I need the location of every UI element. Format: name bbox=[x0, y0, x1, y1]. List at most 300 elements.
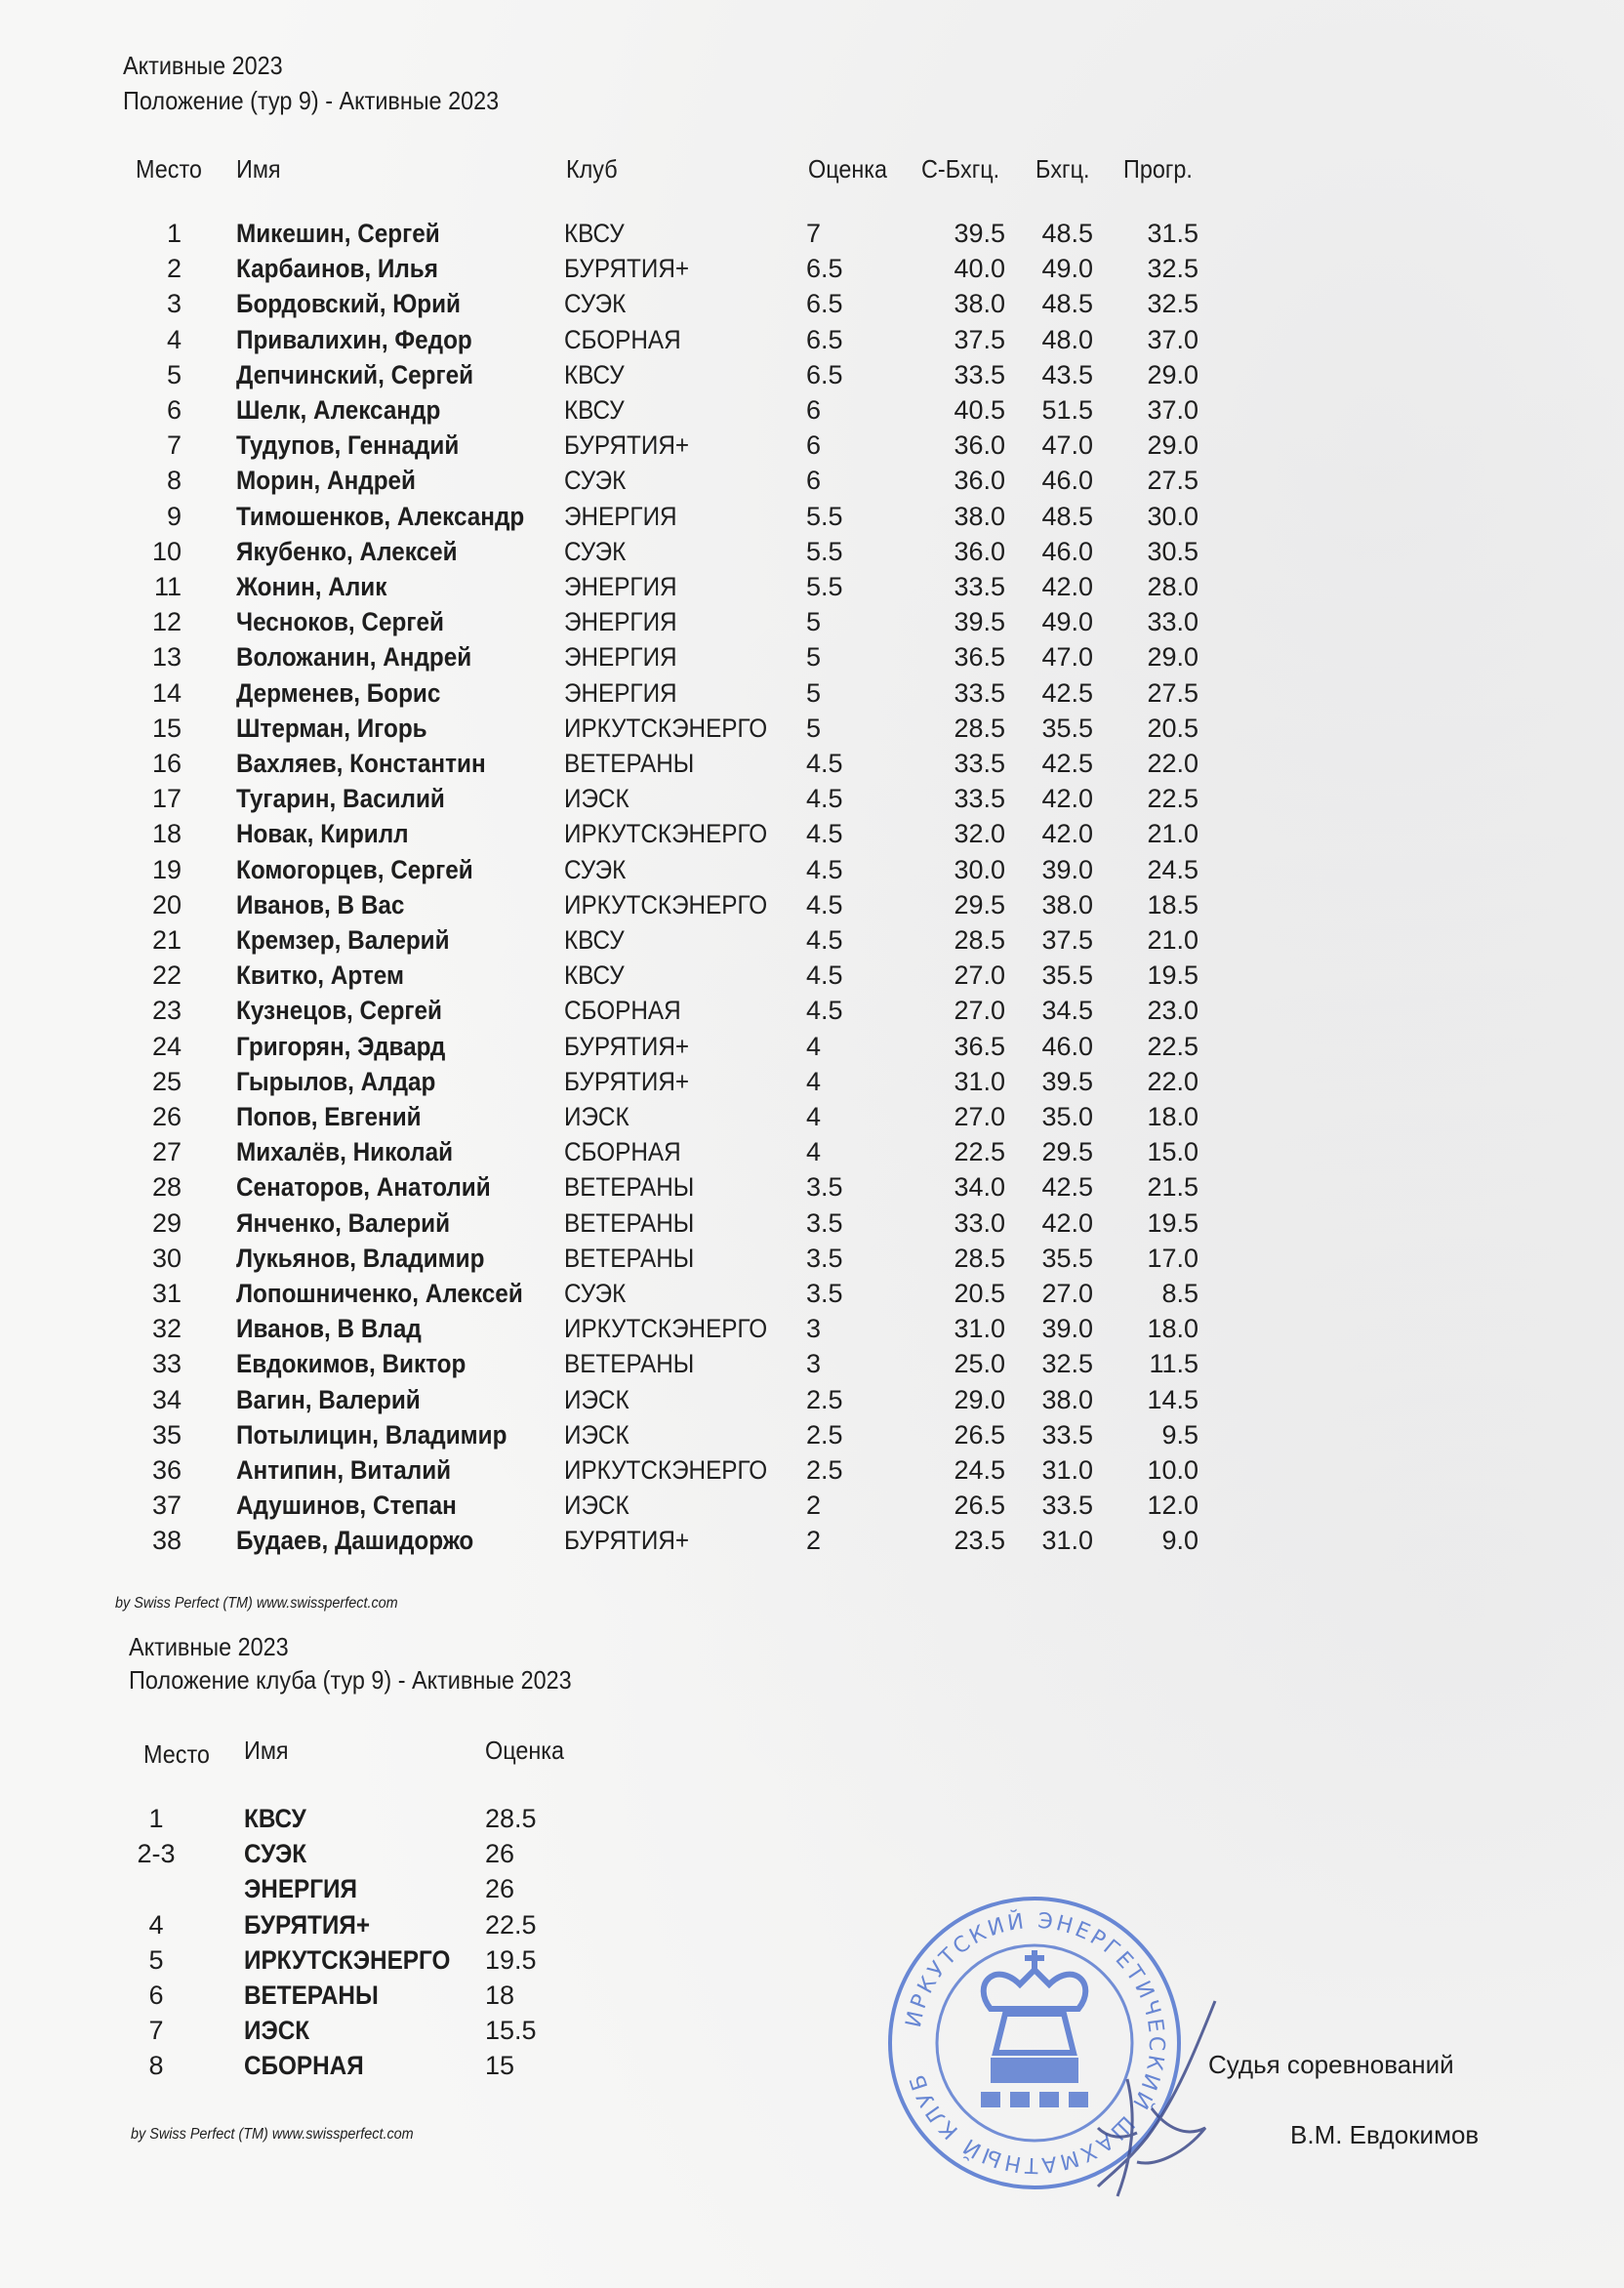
club-row bbox=[0, 1945, 683, 1981]
col-header-prog: Прогр. bbox=[1123, 154, 1193, 184]
club-col-header-place: Место bbox=[143, 1739, 210, 1769]
row-score: 2 bbox=[806, 1526, 822, 1556]
row-score: 4.5 bbox=[806, 749, 843, 778]
row-score: 5 bbox=[806, 677, 822, 708]
row-name: Карбаинов, Илья bbox=[236, 254, 438, 284]
row-score: 4.5 bbox=[806, 819, 843, 849]
row-buch: 48.0 bbox=[1041, 324, 1093, 354]
row-score: 5 bbox=[806, 642, 822, 673]
table-row bbox=[0, 1102, 1624, 1137]
row-club: ИЭСК bbox=[564, 1102, 629, 1131]
table-row bbox=[0, 1455, 1624, 1491]
row-score: 5 bbox=[806, 713, 822, 743]
table-row bbox=[0, 1491, 1624, 1526]
row-place: 2 bbox=[166, 254, 182, 284]
row-cbuch: 36.5 bbox=[954, 642, 1005, 673]
table-row bbox=[0, 855, 1624, 890]
table-row bbox=[0, 1349, 1624, 1384]
row-cbuch: 37.5 bbox=[954, 324, 1005, 354]
row-name: Воложанин, Андрей bbox=[236, 642, 472, 673]
table-row bbox=[0, 360, 1624, 395]
row-cbuch: 26.5 bbox=[954, 1491, 1005, 1521]
row-club: БУРЯТИЯ+ bbox=[564, 1066, 690, 1096]
club-col-header-name: Имя bbox=[244, 1736, 289, 1765]
row-buch: 49.0 bbox=[1041, 607, 1093, 637]
club-row-place: 1 bbox=[148, 1804, 164, 1833]
row-place: 26 bbox=[151, 1102, 182, 1131]
row-club: КВСУ bbox=[564, 960, 625, 991]
row-buch: 46.0 bbox=[1041, 466, 1093, 496]
row-place: 33 bbox=[151, 1349, 182, 1379]
row-club: БУРЯТИЯ+ bbox=[564, 1031, 690, 1061]
row-club: СУЭК bbox=[564, 536, 627, 566]
row-name: Тугарин, Василий bbox=[236, 784, 445, 814]
row-cbuch: 39.5 bbox=[954, 219, 1005, 248]
club-row-name: КВСУ bbox=[244, 1804, 306, 1833]
row-place: 20 bbox=[151, 889, 182, 919]
row-score: 5.5 bbox=[806, 572, 843, 601]
row-place: 11 bbox=[153, 572, 182, 601]
table-row bbox=[0, 1032, 1624, 1067]
row-name: Тимошенков, Александр bbox=[236, 501, 525, 531]
row-place: 29 bbox=[151, 1207, 182, 1238]
row-prog: 18.0 bbox=[1147, 1314, 1198, 1344]
row-cbuch: 27.0 bbox=[954, 996, 1005, 1026]
row-prog: 18.5 bbox=[1147, 889, 1198, 919]
table-row bbox=[0, 749, 1624, 784]
judge-title: Судья соревнований bbox=[1208, 2050, 1454, 2079]
row-place: 14 bbox=[151, 677, 182, 708]
col-header-cbuch: С-Бхгц. bbox=[921, 154, 1000, 184]
row-buch: 31.0 bbox=[1041, 1455, 1093, 1485]
row-club: ЭНЕРГИЯ bbox=[564, 572, 677, 601]
row-score: 6.5 bbox=[806, 359, 843, 389]
row-buch: 35.0 bbox=[1041, 1102, 1093, 1131]
row-score: 2.5 bbox=[806, 1455, 843, 1485]
row-cbuch: 33.5 bbox=[954, 784, 1005, 814]
row-club: ИЭСК bbox=[564, 1384, 629, 1414]
row-score: 4.5 bbox=[806, 784, 843, 814]
row-cbuch: 22.5 bbox=[954, 1137, 1005, 1167]
club-row bbox=[0, 1874, 683, 1909]
row-cbuch: 38.0 bbox=[954, 289, 1005, 319]
row-place: 12 bbox=[151, 607, 182, 637]
row-name: Иванов, В Вас bbox=[236, 889, 405, 919]
row-buch: 48.5 bbox=[1041, 219, 1093, 248]
row-score: 4.5 bbox=[806, 854, 843, 884]
row-buch: 39.0 bbox=[1041, 854, 1093, 884]
row-score: 3.5 bbox=[806, 1279, 843, 1308]
row-club: ЭНЕРГИЯ bbox=[564, 607, 677, 637]
row-place: 10 bbox=[151, 536, 182, 566]
row-buch: 32.5 bbox=[1041, 1349, 1093, 1379]
table-row bbox=[0, 1279, 1624, 1314]
row-cbuch: 33.5 bbox=[954, 359, 1005, 389]
row-club: СУЭК bbox=[564, 1279, 627, 1308]
row-name: Янченко, Валерий bbox=[236, 1207, 451, 1238]
row-place: 31 bbox=[151, 1279, 182, 1308]
row-score: 3 bbox=[806, 1314, 822, 1344]
row-cbuch: 40.5 bbox=[954, 395, 1005, 425]
row-club: СУЭК bbox=[564, 466, 627, 496]
row-prog: 8.5 bbox=[1161, 1279, 1198, 1308]
row-name: Штерман, Игорь bbox=[236, 713, 427, 743]
row-name: Михалёв, Николай bbox=[236, 1137, 454, 1167]
row-cbuch: 25.0 bbox=[954, 1349, 1005, 1379]
row-name: Шелк, Александр bbox=[236, 395, 441, 425]
row-club: КВСУ bbox=[564, 395, 625, 425]
row-club: СУЭК bbox=[564, 854, 627, 884]
row-prog: 27.5 bbox=[1147, 466, 1198, 496]
row-score: 4 bbox=[806, 1137, 822, 1167]
club-document-title: Активные 2023 bbox=[129, 1632, 289, 1661]
row-score: 6 bbox=[806, 395, 822, 425]
club-row-place: 6 bbox=[148, 1981, 164, 2010]
row-prog: 37.0 bbox=[1147, 395, 1198, 425]
row-score: 4.5 bbox=[806, 996, 843, 1026]
row-buch: 42.5 bbox=[1041, 1172, 1093, 1203]
row-cbuch: 30.0 bbox=[954, 854, 1005, 884]
row-club: КВСУ bbox=[564, 359, 625, 389]
row-cbuch: 32.0 bbox=[954, 819, 1005, 849]
row-cbuch: 28.5 bbox=[954, 1243, 1005, 1273]
table-row bbox=[0, 1067, 1624, 1102]
row-name: Депчинский, Сергей bbox=[236, 359, 474, 389]
row-club: БУРЯТИЯ+ bbox=[564, 254, 690, 284]
row-club: ВЕТЕРАНЫ bbox=[564, 1243, 695, 1273]
row-club: ИРКУТСКЭНЕРГО bbox=[564, 889, 768, 919]
row-prog: 21.5 bbox=[1147, 1172, 1198, 1203]
table-row bbox=[0, 395, 1624, 430]
judge-name: В.М. Евдокимов bbox=[1290, 2120, 1480, 2149]
row-score: 7 bbox=[806, 219, 822, 248]
row-buch: 39.5 bbox=[1041, 1066, 1093, 1096]
row-buch: 51.5 bbox=[1041, 395, 1093, 425]
row-buch: 42.0 bbox=[1041, 572, 1093, 601]
row-place: 13 bbox=[151, 642, 182, 673]
row-cbuch: 29.0 bbox=[954, 1384, 1005, 1414]
row-score: 5.5 bbox=[806, 536, 843, 566]
row-club: СБОРНАЯ bbox=[564, 324, 681, 354]
row-cbuch: 33.5 bbox=[954, 572, 1005, 601]
row-name: Адушинов, Степан bbox=[236, 1491, 457, 1521]
club-row-name: ИРКУТСКЭНЕРГО bbox=[244, 1944, 451, 1975]
row-score: 6 bbox=[806, 430, 822, 461]
row-buch: 47.0 bbox=[1041, 430, 1093, 461]
row-cbuch: 28.5 bbox=[954, 713, 1005, 743]
club-standings-title: Положение клуба (тур 9) - Активные 2023 bbox=[129, 1665, 572, 1695]
club-row bbox=[0, 1839, 683, 1874]
row-buch: 46.0 bbox=[1041, 536, 1093, 566]
document-title: Активные 2023 bbox=[123, 51, 283, 80]
table-row bbox=[0, 1526, 1624, 1561]
row-prog: 30.5 bbox=[1147, 536, 1198, 566]
row-buch: 42.0 bbox=[1041, 784, 1093, 814]
row-name: Чесноков, Сергей bbox=[236, 607, 444, 637]
club-row-score: 26 bbox=[485, 1839, 515, 1869]
table-row bbox=[0, 572, 1624, 607]
row-club: ИЭСК bbox=[564, 1491, 629, 1521]
row-club: ЭНЕРГИЯ bbox=[564, 642, 677, 673]
row-name: Сенаторов, Анатолий bbox=[236, 1172, 491, 1203]
row-cbuch: 26.5 bbox=[954, 1419, 1005, 1450]
row-prog: 32.5 bbox=[1147, 254, 1198, 284]
row-cbuch: 36.5 bbox=[954, 1031, 1005, 1061]
table-row bbox=[0, 960, 1624, 996]
row-place: 6 bbox=[166, 395, 182, 425]
row-club: ИРКУТСКЭНЕРГО bbox=[564, 713, 768, 743]
row-prog: 12.0 bbox=[1147, 1491, 1198, 1521]
row-club: ВЕТЕРАНЫ bbox=[564, 749, 695, 778]
row-club: СУЭК bbox=[564, 289, 627, 319]
row-score: 6.5 bbox=[806, 324, 843, 354]
table-row bbox=[0, 325, 1624, 360]
row-club: ЭНЕРГИЯ bbox=[564, 677, 677, 708]
row-club: ВЕТЕРАНЫ bbox=[564, 1349, 695, 1379]
footer-note-2: by Swiss Perfect (TM) www.swissperfect.com bbox=[131, 2126, 414, 2143]
row-club: ИРКУТСКЭНЕРГО bbox=[564, 1455, 768, 1485]
club-row-name: СУЭК bbox=[244, 1839, 307, 1869]
footer-note: by Swiss Perfect (TM) www.swissperfect.com bbox=[115, 1595, 398, 1612]
row-name: Комогорцев, Сергей bbox=[236, 854, 473, 884]
row-score: 5.5 bbox=[806, 501, 843, 531]
row-prog: 28.0 bbox=[1147, 572, 1198, 601]
row-place: 17 bbox=[151, 784, 182, 814]
row-place: 19 bbox=[151, 854, 182, 884]
judge-signature bbox=[1069, 1991, 1235, 2206]
row-buch: 42.5 bbox=[1041, 749, 1093, 778]
row-name: Антипин, Виталий bbox=[236, 1455, 452, 1485]
row-buch: 48.5 bbox=[1041, 289, 1093, 319]
row-buch: 37.5 bbox=[1041, 925, 1093, 955]
row-cbuch: 39.5 bbox=[954, 607, 1005, 637]
row-name: Жонин, Алик bbox=[236, 572, 387, 601]
row-buch: 43.5 bbox=[1041, 359, 1093, 389]
row-prog: 17.0 bbox=[1147, 1243, 1198, 1273]
table-row bbox=[0, 678, 1624, 714]
row-score: 6 bbox=[806, 466, 822, 496]
row-club: ИЭСК bbox=[564, 1419, 629, 1450]
row-place: 4 bbox=[166, 324, 182, 354]
row-buch: 42.0 bbox=[1041, 1207, 1093, 1238]
row-name: Тудупов, Геннадий bbox=[236, 430, 460, 461]
row-cbuch: 31.0 bbox=[954, 1314, 1005, 1344]
row-score: 2.5 bbox=[806, 1419, 843, 1450]
row-place: 3 bbox=[166, 289, 182, 319]
row-prog: 37.0 bbox=[1147, 324, 1198, 354]
row-buch: 35.5 bbox=[1041, 713, 1093, 743]
table-row bbox=[0, 289, 1624, 324]
row-score: 3.5 bbox=[806, 1243, 843, 1273]
row-place: 5 bbox=[166, 359, 182, 389]
row-prog: 9.5 bbox=[1161, 1419, 1198, 1450]
row-cbuch: 23.5 bbox=[954, 1526, 1005, 1556]
svg-text:ИРКУТСКИЙ ЭНЕРГЕТИЧЕСКИЙ ШАХМА: ИРКУТСКИЙ ЭНЕРГЕТИЧЕСКИЙ ШАХМАТНЫЙ КЛУБ bbox=[901, 1908, 1169, 2178]
col-header-buch: Бхгц. bbox=[1035, 154, 1090, 184]
row-score: 4.5 bbox=[806, 889, 843, 919]
row-buch: 49.0 bbox=[1041, 254, 1093, 284]
row-buch: 42.5 bbox=[1041, 677, 1093, 708]
row-cbuch: 36.0 bbox=[954, 536, 1005, 566]
col-header-place: Место bbox=[136, 154, 202, 184]
row-buch: 31.0 bbox=[1041, 1526, 1093, 1556]
table-row bbox=[0, 430, 1624, 466]
row-prog: 29.0 bbox=[1147, 359, 1198, 389]
row-buch: 29.5 bbox=[1041, 1137, 1093, 1167]
row-prog: 21.0 bbox=[1147, 819, 1198, 849]
row-cbuch: 40.0 bbox=[954, 254, 1005, 284]
club-row-place: 2-3 bbox=[137, 1839, 176, 1869]
club-row-place: 5 bbox=[148, 1944, 164, 1975]
row-cbuch: 36.0 bbox=[954, 430, 1005, 461]
table-row bbox=[0, 1172, 1624, 1207]
col-header-score: Оценка bbox=[808, 154, 888, 184]
row-cbuch: 33.5 bbox=[954, 749, 1005, 778]
row-place: 16 bbox=[151, 749, 182, 778]
row-buch: 27.0 bbox=[1041, 1279, 1093, 1308]
row-club: ЭНЕРГИЯ bbox=[564, 501, 677, 531]
row-place: 35 bbox=[151, 1419, 182, 1450]
row-buch: 35.5 bbox=[1041, 960, 1093, 991]
row-place: 37 bbox=[151, 1491, 182, 1521]
table-row bbox=[0, 1244, 1624, 1279]
table-row bbox=[0, 642, 1624, 677]
row-name: Кузнецов, Сергей bbox=[236, 996, 443, 1026]
row-prog: 9.0 bbox=[1161, 1526, 1198, 1556]
table-row bbox=[0, 1314, 1624, 1349]
row-score: 6.5 bbox=[806, 254, 843, 284]
row-score: 3.5 bbox=[806, 1172, 843, 1203]
row-name: Попов, Евгений bbox=[236, 1102, 422, 1131]
row-prog: 19.5 bbox=[1147, 960, 1198, 991]
club-row-score: 15.5 bbox=[485, 2016, 537, 2046]
table-row bbox=[0, 714, 1624, 749]
table-row bbox=[0, 219, 1624, 254]
row-name: Привалихин, Федор bbox=[236, 324, 472, 354]
row-name: Бордовский, Юрий bbox=[236, 289, 461, 319]
row-place: 8 bbox=[166, 466, 182, 496]
row-score: 4 bbox=[806, 1102, 822, 1131]
row-name: Кремзер, Валерий bbox=[236, 925, 450, 955]
row-buch: 48.5 bbox=[1041, 501, 1093, 531]
col-header-name: Имя bbox=[236, 154, 281, 184]
row-name: Новак, Кирилл bbox=[236, 819, 409, 849]
row-score: 4 bbox=[806, 1031, 822, 1061]
row-score: 6.5 bbox=[806, 289, 843, 319]
row-club: СБОРНАЯ bbox=[564, 1137, 681, 1167]
row-cbuch: 36.0 bbox=[954, 466, 1005, 496]
row-place: 25 bbox=[151, 1066, 182, 1096]
table-row bbox=[0, 1420, 1624, 1455]
row-cbuch: 38.0 bbox=[954, 501, 1005, 531]
row-score: 4 bbox=[806, 1066, 822, 1096]
row-prog: 32.5 bbox=[1147, 289, 1198, 319]
row-place: 36 bbox=[151, 1455, 182, 1485]
row-prog: 10.0 bbox=[1147, 1455, 1198, 1485]
row-place: 34 bbox=[151, 1384, 182, 1414]
club-row-score: 19.5 bbox=[485, 1944, 537, 1975]
row-score: 5 bbox=[806, 607, 822, 637]
row-prog: 15.0 bbox=[1147, 1137, 1198, 1167]
table-row bbox=[0, 890, 1624, 925]
row-name: Лукьянов, Владимир bbox=[236, 1243, 485, 1273]
club-row-name: ЭНЕРГИЯ bbox=[244, 1874, 357, 1904]
row-cbuch: 20.5 bbox=[954, 1279, 1005, 1308]
row-name: Будаев, Дашидоржо bbox=[236, 1526, 474, 1556]
row-buch: 34.5 bbox=[1041, 996, 1093, 1026]
row-prog: 19.5 bbox=[1147, 1207, 1198, 1238]
row-score: 4.5 bbox=[806, 960, 843, 991]
row-name: Евдокимов, Виктор bbox=[236, 1349, 467, 1379]
row-name: Вахляев, Константин bbox=[236, 749, 486, 778]
row-club: ВЕТЕРАНЫ bbox=[564, 1172, 695, 1203]
table-row bbox=[0, 466, 1624, 501]
table-row bbox=[0, 784, 1624, 819]
row-name: Квитко, Артем bbox=[236, 960, 404, 991]
table-row bbox=[0, 502, 1624, 537]
row-place: 23 bbox=[151, 996, 182, 1026]
row-place: 24 bbox=[151, 1031, 182, 1061]
row-name: Гырылов, Алдар bbox=[236, 1066, 436, 1096]
club-row-name: ВЕТЕРАНЫ bbox=[244, 1981, 379, 2010]
row-name: Вагин, Валерий bbox=[236, 1384, 421, 1414]
row-prog: 30.0 bbox=[1147, 501, 1198, 531]
row-name: Дерменев, Борис bbox=[236, 677, 441, 708]
row-place: 22 bbox=[151, 960, 182, 991]
row-buch: 38.0 bbox=[1041, 889, 1093, 919]
row-cbuch: 33.5 bbox=[954, 677, 1005, 708]
row-place: 18 bbox=[151, 819, 182, 849]
row-place: 9 bbox=[166, 501, 182, 531]
row-prog: 11.5 bbox=[1149, 1349, 1198, 1379]
row-club: КВСУ bbox=[564, 219, 625, 248]
row-score: 2 bbox=[806, 1491, 822, 1521]
row-place: 27 bbox=[151, 1137, 182, 1167]
club-row bbox=[0, 1804, 683, 1839]
row-score: 2.5 bbox=[806, 1384, 843, 1414]
row-name: Иванов, В Влад bbox=[236, 1314, 422, 1344]
row-prog: 21.0 bbox=[1147, 925, 1198, 955]
club-row-name: СБОРНАЯ bbox=[244, 2051, 364, 2081]
row-prog: 29.0 bbox=[1147, 642, 1198, 673]
row-prog: 33.0 bbox=[1147, 607, 1198, 637]
row-buch: 46.0 bbox=[1041, 1031, 1093, 1061]
row-place: 28 bbox=[151, 1172, 182, 1203]
row-place: 1 bbox=[166, 219, 182, 248]
row-score: 3.5 bbox=[806, 1207, 843, 1238]
row-buch: 42.0 bbox=[1041, 819, 1093, 849]
row-name: Микешин, Сергей bbox=[236, 219, 440, 248]
table-row bbox=[0, 819, 1624, 854]
row-cbuch: 34.0 bbox=[954, 1172, 1005, 1203]
row-prog: 31.5 bbox=[1147, 219, 1198, 248]
club-row-score: 22.5 bbox=[485, 1909, 537, 1940]
table-row bbox=[0, 996, 1624, 1031]
row-place: 7 bbox=[166, 430, 182, 461]
row-buch: 39.0 bbox=[1041, 1314, 1093, 1344]
row-prog: 22.0 bbox=[1147, 749, 1198, 778]
row-buch: 33.5 bbox=[1041, 1491, 1093, 1521]
row-cbuch: 24.5 bbox=[954, 1455, 1005, 1485]
table-row bbox=[0, 607, 1624, 642]
row-buch: 33.5 bbox=[1041, 1419, 1093, 1450]
table-row bbox=[0, 1385, 1624, 1420]
club-row bbox=[0, 2016, 683, 2051]
club-row bbox=[0, 2051, 683, 2086]
row-prog: 14.5 bbox=[1147, 1384, 1198, 1414]
row-club: ВЕТЕРАНЫ bbox=[564, 1207, 695, 1238]
row-club: ИЭСК bbox=[564, 784, 629, 814]
